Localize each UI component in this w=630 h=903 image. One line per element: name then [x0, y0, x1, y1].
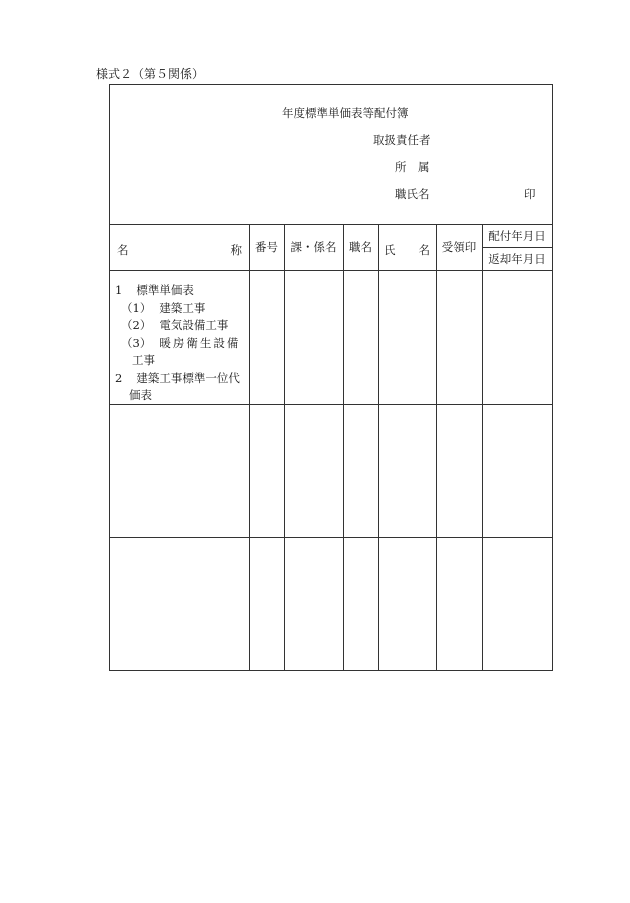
col-header-person	[384, 242, 430, 258]
name-label: 職氏名	[395, 187, 430, 201]
col-divider-section	[343, 224, 344, 670]
col-header-name	[117, 242, 242, 258]
col-header-distribution-date: 配付年月日	[488, 228, 546, 243]
col-divider-name	[249, 224, 250, 670]
col-header-section: 課・係名	[290, 240, 337, 254]
col-header-name-right: 称	[230, 243, 242, 257]
col-header-person-right: 名	[418, 243, 430, 257]
list-item-continuation: 工事	[132, 353, 155, 367]
seal-mark: 印	[524, 187, 536, 201]
distribution-register-form	[109, 84, 553, 671]
list-item-continuation: 価表	[129, 388, 152, 402]
list-item: 2 建築工事標準一位代	[115, 370, 240, 385]
manager-label: 取扱責任者	[373, 133, 431, 147]
affiliation-label: 所 属	[395, 160, 430, 174]
col-header-return-date: 返却年月日	[488, 251, 546, 266]
list-item: （2） 電気設備工事	[121, 318, 229, 332]
form-title: 年度標準単価表等配付簿	[282, 106, 409, 120]
col-header-name-left: 名	[117, 243, 129, 257]
form-caption: 様式２（第５関係）	[96, 67, 205, 81]
col-divider-seal	[482, 224, 483, 670]
col-divider-person	[436, 224, 437, 670]
column-header-bottom	[110, 270, 552, 271]
col-header-number: 番号	[255, 240, 278, 254]
row-divider-2	[110, 537, 552, 538]
item-list	[115, 282, 249, 405]
col-divider-number	[284, 224, 285, 670]
col-header-person-left: 氏	[384, 243, 396, 257]
col-divider-position	[378, 224, 379, 670]
col-header-position: 職名	[349, 240, 372, 254]
list-item: 1 標準単価表	[115, 283, 194, 297]
list-item: （1） 建築工事	[121, 300, 206, 315]
list-item: （3） 暖房衛生設備	[121, 335, 241, 350]
col-header-receipt-seal: 受領印	[441, 240, 477, 254]
